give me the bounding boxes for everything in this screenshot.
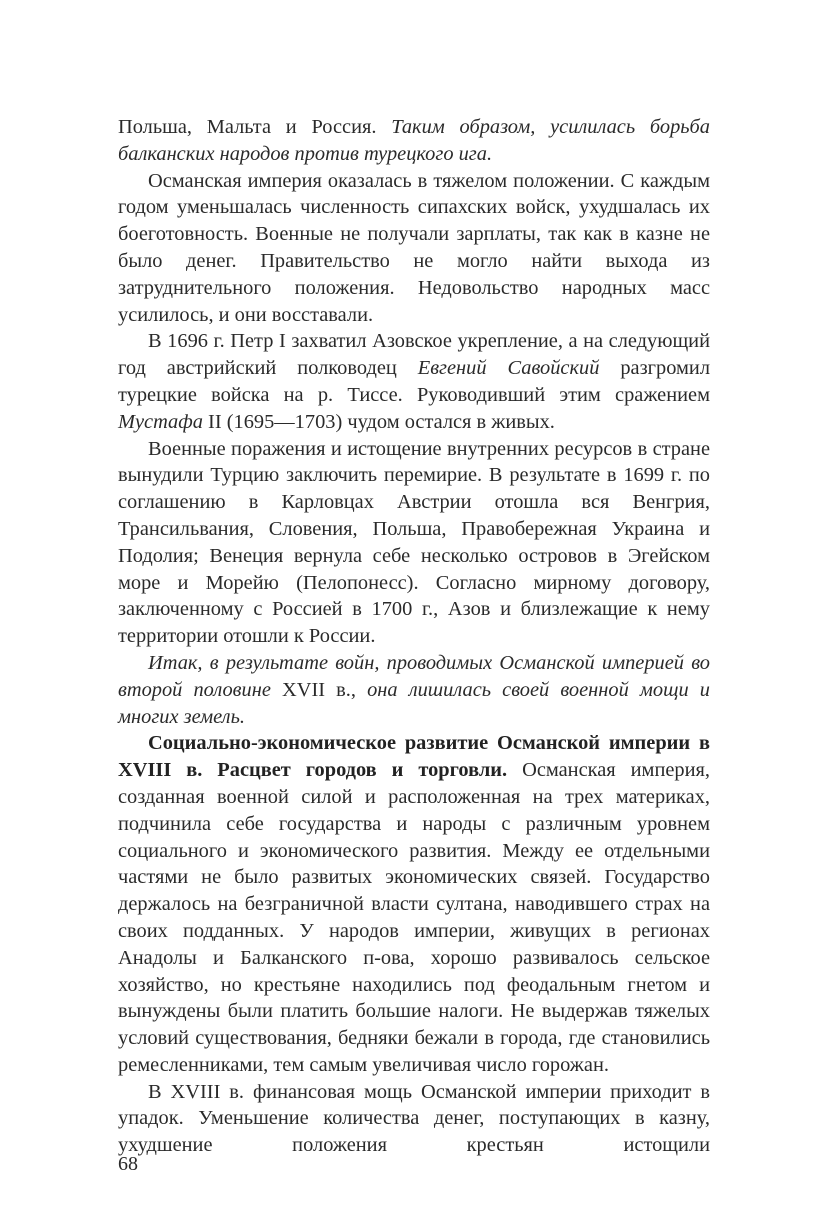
page-body [118,114,710,1159]
text-run: XVII в., [282,678,368,701]
paragraph-p3 [118,436,710,650]
paragraph-p5 [118,730,710,1078]
paragraph-p1 [118,168,710,329]
bold-heading-run: Социально-экономическое развитие Османской империи в XVIII в. Расцвет городов и торговли. [118,732,710,782]
italic-run: Таким образом, усилилась борьба балканских народов против турецкого ига. [118,116,711,165]
text-run: Османская империя, созданная военной силой и расположенная на трех материках, подчинила себе государства и народы с различным уровнем социального и экономического развития. Между ее отдельными частями не было развитых экономических связей. Государство держалось на безграничной власти султана, наводившего страх на своих подданных. У народов империи, живущих в регионах Анадолы и Балканского п-ова, хорошо развивалось сельское хозяйство, но крестьяне находились под феодальным гнетом и вынуждены были платить большие налоги. Не выдержав тяжелых условий существования, бедняки бежали в города, где становились ремесленниками, тем самым увеличивая число горожан. [118,759,710,1076]
text-run: Османская империя оказалась в тяжелом положении. С каждым годом уменьшалась численность сипахских войск, ухудшалась их боеготовность. Военные не получали зарплаты, так как в казне не было денег. Правительство не могло найти выхода из затруднительного положения. Недовольство народных масс усилилось, и они восставали. [118,169,710,326]
paragraph-p6 [118,1079,710,1159]
text-run: II (1695—1703) чудом остался в живых. [202,410,555,433]
italic-run: Евгений Савойский [417,357,600,380]
paragraph-p0 [118,114,710,168]
text-run: разгромил турецкие войска на р. Тиссе. Руководивший этим сражением [118,357,711,406]
text-run: Польша, Мальта и Россия. [118,116,392,138]
italic-run: Итак, в результате войн, проводимых Османской империей во второй половине [118,651,710,701]
italic-run: Мустафа [118,410,203,433]
text-run: В 1696 г. Петр I захватил Азовское укрепление, а на следующий год австрийский полководец [118,330,710,380]
paragraph-p2 [118,328,710,435]
text-run: В XVIII в. финансовая мощь Османской империи приходит в упадок. Уменьшение количества денег, поступающих в казну, ухудшение положения крестьян истощили [118,1080,710,1157]
page-number: 68 [118,1153,138,1175]
text-run: Военные поражения и истощение внутренних ресурсов в стране вынудили Турцию заключить перемирие. В результате в 1699 г. по соглашению в Карловцах Австрии отошла вся Венгрия, Трансильвания, Словения, Польша, Правобережная Украина и Подолия; Венеция вернула себе несколько островов в Эгейском море и Морейю (Пелопонесс). Согласно мирному договору, заключенному с Россией в 1700 г., Азов и близлежащие к нему территории отошли к России. [118,437,710,648]
paragraph-p4 [118,650,710,730]
italic-run: она лишилась своей военной мощи и многих земель. [118,678,710,728]
